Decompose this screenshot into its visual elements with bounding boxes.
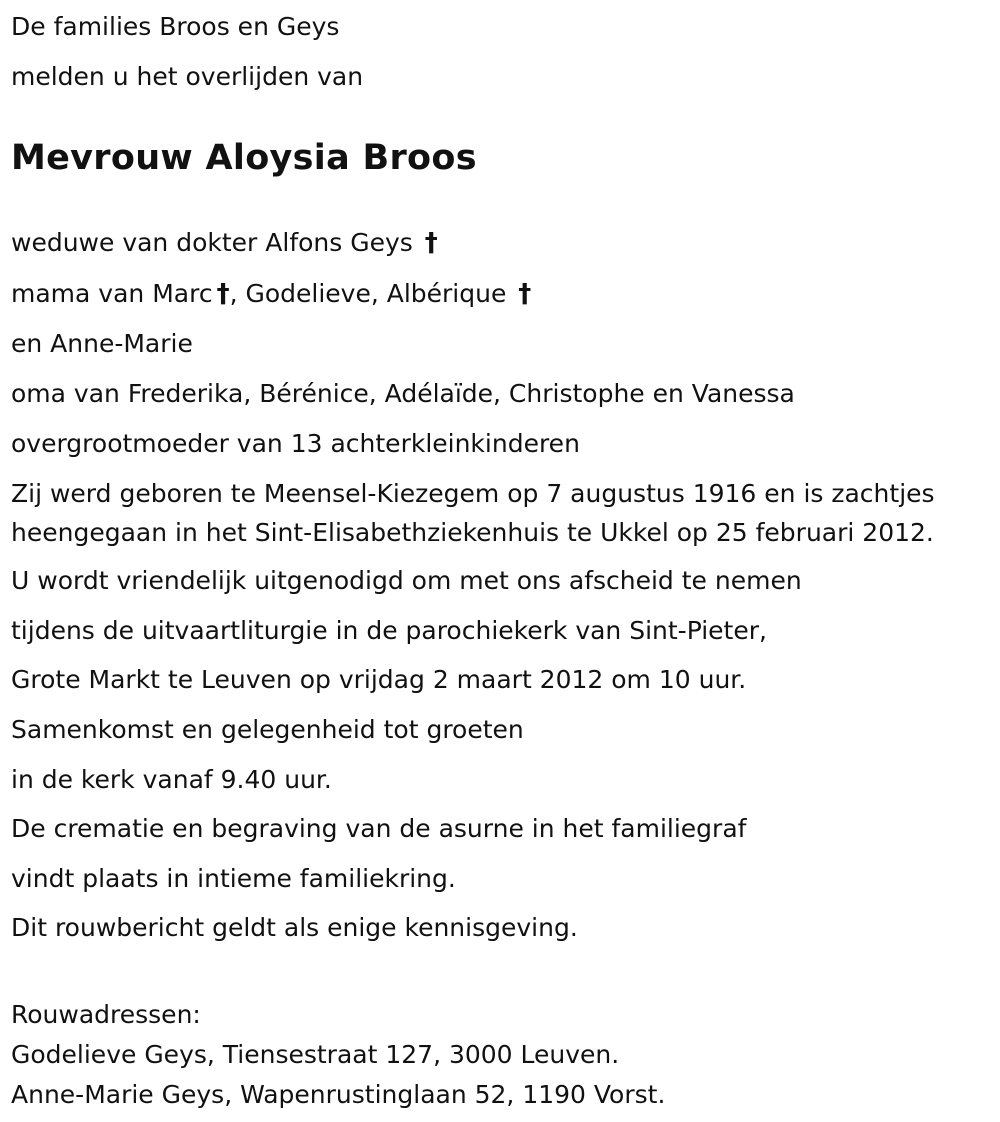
birth-death-line-1: Zij werd geboren te Meensel-Kiezegem op 7 augustus 1916 en is zachtjes [11,479,935,509]
funeral-line-8: Dit rouwbericht geldt als enige kennisgeving. [11,913,578,943]
intro-block [11,2,991,101]
mama-continuation-line: en Anne-Marie [11,329,193,359]
deceased-name: Mevrouw Aloysia Broos [11,138,477,179]
funeral-line-3: Grote Markt te Leuven op vrijdag 2 maart 2012 om 10 uur. [11,665,747,695]
oma-line: oma van Frederika, Bérénice, Adélaïde, Christophe en Vanessa [11,378,795,408]
funeral-line-5: in de kerk vanaf 9.40 uur. [11,764,332,794]
family-block [11,218,991,468]
funeral-line-6: De crematie en begraving van de asurne in het familiegraf [11,814,747,844]
address-item: Anne-Marie Geys, Wapenrustinglaan 52, 1190 Vorst. [11,1079,666,1109]
mama-middle-text: , Godelieve, Albérique [229,278,507,308]
funeral-line-4: Samenkomst en gelegenheid tot groeten [11,714,524,744]
mama-line [11,269,991,320]
birth-death-paragraph [11,474,991,552]
mama-prefix-text: mama van Marc [11,278,213,308]
birth-death-line-2: heengegaan in het Sint-Elisabethziekenhuis te Ukkel op 25 februari 2012. [11,518,934,548]
address-item: Godelieve Geys, Tiensestraat 127, 3000 Leuven. [11,1039,620,1069]
funeral-line-1: U wordt vriendelijk uitgenodigd om met ons afscheid te nemen [11,566,802,596]
intro-line-families: De families Broos en Geys [11,12,340,41]
addresses-heading: Rouwadressen: [11,999,201,1029]
mourning-addresses [11,995,991,1115]
obituary-notice [11,0,991,1115]
intro-line-announcement: melden u het overlijden van [11,61,364,91]
great-grandmother-line: overgrootmoeder van 13 achterkleinkinderen [11,428,580,458]
widow-line [11,218,991,269]
cross-icon: † [424,228,438,259]
widow-text: weduwe van dokter Alfons Geys [11,228,413,258]
funeral-block [11,556,991,953]
cross-icon: † [216,278,230,309]
funeral-line-7: vindt plaats in intieme familiekring. [11,863,456,893]
cross-icon: † [518,278,532,309]
funeral-line-2: tijdens de uitvaartliturgie in de parochiekerk van Sint-Pieter, [11,615,767,645]
